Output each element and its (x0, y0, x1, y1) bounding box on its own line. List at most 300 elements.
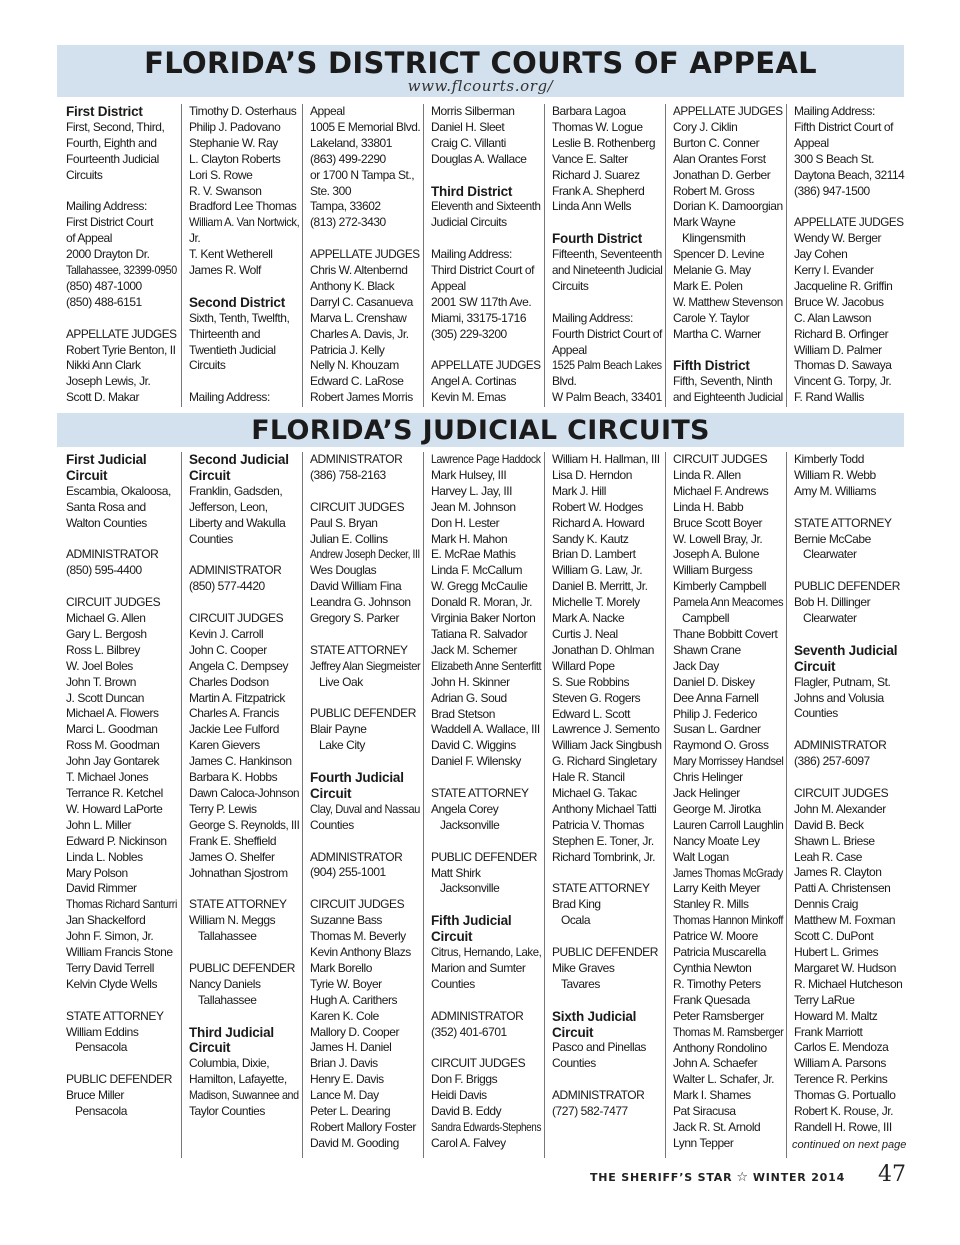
text-line: Bradford Lee Thomas (189, 199, 297, 214)
text-line: John M. Alexander (794, 801, 886, 816)
text-line: T. Michael Jones (66, 770, 149, 785)
text-line: Cory J. Ciklin (673, 119, 738, 134)
text-line: Circuits (66, 167, 103, 182)
text-line: Ross L. Bilbrey (66, 642, 140, 657)
text-line: Jean M. Johnson (431, 499, 516, 514)
text-line: Martha C. Warner (673, 326, 761, 341)
text-line: Shawn L. Briese (794, 833, 875, 848)
text-line: Jack Day (673, 658, 719, 673)
text-line: Columbia, Dixie, (189, 1056, 270, 1071)
spacer (794, 722, 903, 738)
text-line: ADMINISTRATOR (189, 563, 282, 578)
spacer (552, 993, 661, 1009)
text-line: ADMINISTRATOR (431, 1008, 524, 1023)
text-line: Richard A. Howard (552, 515, 645, 530)
text-line: Taylor Counties (189, 1104, 265, 1119)
text-line: Citrus, Hernando, Lake, (431, 945, 542, 960)
text-line: of Appeal (66, 231, 112, 246)
text-line: Tallahassee (198, 992, 257, 1007)
spacer (552, 215, 661, 231)
text-line: T. Kent Wetherell (189, 247, 273, 262)
text-line: APPELLATE JUDGES (794, 215, 904, 230)
text-line: David B. Beck (794, 817, 864, 832)
text-line: Dawn Caloca-Johnson (189, 786, 300, 800)
spacer (431, 231, 540, 247)
text-line: Linda F. McCallum (431, 563, 523, 578)
text-line: STATE ATTORNEY (794, 515, 892, 530)
text-line: Jackie Lee Fulford (189, 722, 279, 737)
text-line: Scott C. DuPont (794, 929, 874, 944)
text-line: David Rimmer (66, 881, 137, 896)
text-line: Darryl C. Casanueva (310, 294, 413, 309)
text-line: William H. Hallman, III (552, 452, 660, 466)
text-line: Michael G. Takac (552, 786, 637, 801)
spacer (431, 993, 540, 1009)
circuit-column (181, 452, 302, 1158)
text-line: Judicial Circuits (431, 215, 507, 230)
text-line: Elizabeth Anne Senterfitt (431, 658, 542, 673)
text-line: Jacqueline R. Griffin (794, 278, 893, 293)
text-line: Donald R. Moran, Jr. (431, 595, 533, 610)
text-line: Susan L. Gardner (673, 722, 761, 737)
text-line: Dorian K. Damoorgian (673, 199, 783, 214)
text-line: Robert Tyrie Benton, II (66, 342, 176, 357)
text-line: CIRCUIT JUDGES (189, 611, 284, 626)
text-line: Fifth District Court of (794, 119, 894, 134)
circuit-column (60, 452, 181, 1158)
text-line: Richard J. Suarez (552, 167, 640, 182)
text-line: Charles A. Francis (189, 706, 279, 721)
text-line: Waddell A. Wallace, III (431, 722, 540, 737)
text-line: APPELLATE JUDGES (310, 247, 420, 262)
issue-season: WINTER 2014 (752, 1171, 846, 1184)
text-line: Escambia, Okaloosa, (66, 483, 171, 498)
text-line: Vance E. Salter (552, 151, 628, 166)
text-line: Hugh A. Carithers (310, 992, 398, 1007)
text-line: Mailing Address: (431, 247, 512, 262)
text-line: Linda H. Babb (673, 499, 744, 514)
text-line: Mark E. Polen (673, 278, 743, 293)
text-line: W. Howard LaPorte (66, 801, 163, 816)
text-line: Circuit (189, 1040, 231, 1056)
text-line: Matt Shirk (431, 865, 481, 880)
text-line: Hamilton, Lafayette, (189, 1072, 287, 1087)
text-line: Mailing Address: (66, 199, 147, 214)
text-line: Edward C. LaRose (310, 374, 404, 389)
text-line: STATE ATTORNEY (431, 786, 529, 801)
text-line: Bruce W. Jacobus (794, 294, 884, 309)
text-line: Linda R. Allen (673, 467, 741, 482)
text-line: Virginia Baker Norton (431, 611, 536, 626)
text-line: Counties (189, 531, 233, 546)
text-line: Burton C. Conner (673, 135, 760, 150)
text-line: First District Court (66, 215, 154, 230)
text-line: Howard M. Maltz (794, 1008, 878, 1023)
text-line: Third District Court of (431, 263, 535, 278)
text-line: Daniel B. Merritt, Jr. (552, 579, 648, 594)
text-line: Appeal (431, 278, 466, 293)
text-line: Franklin, Gadsden, (189, 483, 283, 498)
text-line: Tampa, 33602 (310, 199, 381, 214)
text-line: Tavares (561, 976, 600, 991)
spacer (552, 866, 661, 882)
text-line: Thomas W. Logue (552, 119, 643, 134)
text-line: ADMINISTRATOR (552, 1088, 645, 1103)
text-line: (386) 758-2163 (310, 467, 386, 482)
text-line: C. Alan Lawson (794, 310, 872, 325)
text-line: Robert James Morris (310, 390, 413, 405)
text-line: Pasco and Pinellas (552, 1040, 646, 1055)
website-url[interactable]: www.flcourts.org/ (407, 77, 554, 95)
text-line: Mark J. Hill (552, 483, 606, 498)
text-line: Jack M. Schemer (431, 642, 517, 657)
text-line: W. Joel Boles (66, 658, 133, 673)
spacer (794, 199, 903, 215)
text-line: STATE ATTORNEY (189, 897, 287, 912)
text-line: Michael G. Allen (66, 611, 146, 626)
text-line: Gary L. Bergosh (66, 626, 147, 641)
text-line: Edward L. Scott (552, 706, 630, 721)
spacer (431, 168, 540, 184)
text-line: Angela C. Dempsey (189, 658, 289, 673)
text-line: Edward P. Nickinson (66, 833, 167, 848)
text-line: Hale R. Stancil (552, 770, 625, 785)
spacer (310, 627, 419, 643)
text-line: J. Scott Duncan (66, 690, 144, 705)
district-column (60, 104, 181, 407)
text-line: Live Oak (319, 674, 363, 689)
text-line: Lisa D. Herndon (552, 467, 632, 482)
text-line: Thomas Richard Santurri (66, 897, 177, 912)
text-line: Philip J. Padovano (189, 119, 281, 134)
text-line: Fourteenth Judicial (66, 151, 159, 166)
text-line: David M. Gooding (310, 1135, 399, 1150)
text-line: Fifth Judicial (431, 913, 512, 929)
text-line: Counties (794, 706, 838, 721)
text-line: Lakeland, 33801 (310, 135, 392, 150)
text-line: ADMINISTRATOR (66, 547, 159, 562)
text-line: APPELLATE JUDGES (66, 326, 177, 341)
page-title: FLORIDA’S DISTRICT COURTS OF APPEAL (144, 46, 817, 80)
text-line: Marion and Sumter (431, 960, 526, 975)
circuit-column (423, 452, 544, 1158)
text-line: Randell H. Rowe, III (794, 1119, 892, 1134)
text-line: Sandra Edwards-Stephens (431, 1119, 542, 1134)
spacer (794, 627, 903, 643)
text-line: Bob H. Dillinger (794, 595, 871, 610)
text-line: Tallahassee (198, 929, 257, 944)
text-line: CIRCUIT JUDGES (431, 1056, 526, 1071)
spacer (66, 993, 177, 1009)
text-line: Lauren Carroll Laughlin (673, 817, 784, 832)
spacer (189, 279, 298, 295)
text-line: Jacksonville (440, 881, 500, 896)
text-line: Suzanne Bass (310, 913, 382, 928)
text-line (673, 406, 782, 407)
text-line: (813) 272-3430 (310, 215, 386, 230)
district-column (302, 104, 423, 407)
text-line: F. Rand Wallis (794, 390, 864, 405)
text-line: Jr. (189, 231, 201, 246)
text-line: Michelle T. Morely (552, 595, 640, 610)
text-line: Patricia Muscarella (673, 945, 766, 960)
text-line: William Francis Stone (66, 945, 173, 960)
text-line: Robert Mallory Foster (310, 1119, 416, 1134)
text-line: 1525 Palm Beach Lakes (552, 358, 662, 373)
text-line: Walter L. Schafer, Jr. (673, 1072, 775, 1087)
text-line: W Palm Beach, 33401 (552, 390, 662, 405)
text-line: Patti A. Christensen (794, 881, 891, 896)
text-line: 1005 E Memorial Blvd. (310, 119, 421, 134)
text-line: James H. Daniel (310, 1040, 392, 1055)
text-line: Nancy Moate Ley (673, 833, 760, 848)
text-line: and Nineteenth Judicial (552, 263, 663, 278)
text-line: Scott D. Makar (66, 390, 140, 405)
text-line: Nikki Ann Clark (66, 358, 141, 373)
text-line: Frank E. Sheffield (189, 833, 277, 848)
text-line: Seventh Judicial (794, 642, 898, 658)
text-line: R. Timothy Peters (673, 976, 761, 991)
text-line: Thomas Hannon Minkoff (673, 913, 784, 928)
text-line: John F. Simon, Jr. (66, 929, 154, 944)
text-line: Appeal (310, 104, 345, 118)
text-line: Lori S. Rowe (189, 167, 253, 182)
text-line: W. Matthew Stevenson (673, 294, 783, 309)
circuit-column (302, 452, 423, 1158)
text-line: APPELLATE JUDGES (673, 104, 783, 118)
text-line: (352) 401-6701 (431, 1024, 507, 1039)
text-line: Timothy D. Osterhaus (189, 104, 297, 118)
continued-note: continued on next page (792, 1139, 907, 1151)
text-line: Jefferson, Leon, (189, 499, 268, 514)
section-title: FLORIDA’S JUDICIAL CIRCUITS (251, 415, 710, 446)
text-line: Terrance R. Ketchel (66, 786, 163, 800)
spacer (431, 897, 540, 913)
text-line: Circuits (552, 278, 589, 293)
text-line: Second District (189, 294, 286, 310)
text-line: William N. Meggs (189, 913, 276, 928)
text-line: Peter L. Dearing (310, 1104, 391, 1119)
text-line: Leah R. Case (794, 849, 862, 864)
spacer (189, 547, 298, 563)
text-line: S. Sue Robbins (552, 674, 630, 689)
text-line: William G. Law, Jr. (552, 563, 643, 578)
text-line: Blvd. (552, 374, 577, 389)
district-column (786, 104, 907, 407)
text-line: Larry Keith Meyer (673, 881, 761, 896)
text-line: William Eddins (66, 1024, 139, 1039)
text-line: Counties (310, 817, 354, 832)
spacer (794, 500, 903, 516)
text-line: Michael F. Andrews (673, 483, 769, 498)
text-line: Counties (431, 976, 475, 991)
text-line: Andrew Joseph Decker, III (310, 547, 420, 562)
text-line: (863) 499-2290 (310, 151, 386, 166)
text-line: Carol A. Falvey (431, 1135, 506, 1150)
text-line: Michael A. Flowers (66, 706, 159, 721)
text-line: Kerry I. Evander (794, 263, 874, 278)
text-line: (850) 595-4400 (66, 563, 142, 578)
page-number: 47 (878, 1162, 906, 1187)
text-line: First District (66, 104, 143, 119)
text-line: Margaret W. Hudson (794, 960, 896, 975)
circuit-column (786, 452, 907, 1158)
text-line: Heidi Davis (431, 1088, 487, 1103)
text-line: Sixth Judicial (552, 1008, 637, 1024)
text-line: Kevin J. Carroll (189, 626, 264, 641)
text-line: Pamela Ann Meacomes (673, 595, 784, 610)
text-line: G. Richard Singletary (552, 754, 657, 769)
text-line: Santa Rosa and (66, 499, 146, 514)
text-line: Marci L. Goodman (66, 722, 158, 737)
text-line: Flagler, Putnam, St. (794, 674, 891, 689)
text-line: Charles Dodson (189, 674, 269, 689)
spacer (310, 691, 419, 707)
spacer (431, 770, 540, 786)
text-line: Mallory D. Cooper (310, 1024, 400, 1039)
text-line: Second Judicial (189, 452, 289, 467)
spacer (66, 311, 177, 327)
text-line: R. V. Swanson (189, 183, 262, 198)
text-line: Mike Graves (552, 960, 615, 975)
text-line: R. Michael Hutcheson (794, 976, 903, 991)
text-line: Stephanie W. Ray (189, 135, 278, 150)
star-icon: ☆ (736, 1170, 749, 1185)
text-line: Vincent G. Torpy, Jr. (794, 374, 892, 389)
text-line: (904) 255-1001 (310, 865, 386, 880)
text-line (66, 406, 177, 407)
text-line: Daniel H. Sleet (431, 119, 505, 134)
text-line: David C. Wiggins (431, 738, 516, 753)
text-line: Jay Cohen (794, 247, 848, 262)
text-line: Mark Borello (310, 960, 372, 975)
text-line: James O. Shelfer (189, 849, 275, 864)
text-line: Paul S. Bryan (310, 515, 378, 530)
text-line: Liberty and Wakulla (189, 515, 286, 530)
text-line: Fourth, Eighth and (66, 135, 157, 150)
circuit-column (665, 452, 786, 1158)
text-line: W. Lowell Bray, Jr. (673, 531, 763, 546)
text-line: Leandra G. Johnson (310, 595, 411, 610)
spacer (66, 532, 177, 548)
text-line: PUBLIC DEFENDER (310, 706, 416, 721)
text-line: Thane Bobbitt Covert (673, 626, 778, 641)
text-line: Patricia V. Thomas (552, 817, 644, 832)
spacer (310, 881, 419, 897)
text-line: Kimberly Todd (794, 452, 864, 466)
text-line: Harvey L. Jay, III (431, 483, 513, 498)
text-line: Brian J. Davis (310, 1056, 378, 1071)
text-line: Dee Anna Farnell (673, 690, 759, 705)
spacer (189, 595, 298, 611)
text-line: Bruce Scott Boyer (673, 515, 763, 530)
text-line: E. McRae Mathis (431, 547, 516, 562)
text-line: Leslie B. Rothenberg (552, 135, 656, 150)
text-line: John L. Miller (66, 817, 132, 832)
text-line: Pat Siracusa (673, 1104, 736, 1119)
text-line: James Thomas McGrady (673, 865, 783, 880)
spacer (310, 484, 419, 500)
text-line: Raymond O. Gross (673, 738, 769, 753)
text-line: PUBLIC DEFENDER (189, 960, 295, 975)
spacer (310, 834, 419, 850)
district-courts-columns (60, 104, 908, 407)
text-line: STATE ATTORNEY (310, 642, 408, 657)
text-line: Jonathan D. Ohlman (552, 642, 654, 657)
text-line: John T. Brown (66, 674, 136, 689)
text-line: Kevin Anthony Blazs (310, 945, 411, 959)
text-line: Cynthia Newton (673, 961, 752, 975)
text-line: Tyrie W. Boyer (310, 976, 382, 991)
text-line: William A. Parsons (794, 1056, 886, 1071)
spacer (310, 231, 419, 247)
text-line: Fourth District (552, 231, 642, 247)
text-line: Clearwater (803, 547, 857, 562)
text-line: Chris Helinger (673, 770, 743, 785)
text-line: Johns and Volusia (794, 690, 884, 705)
text-line: (386) 257-6097 (794, 754, 870, 769)
spacer (552, 295, 661, 311)
text-line: Terence R. Perkins (794, 1072, 888, 1087)
text-line: Mark H. Mahon (431, 531, 508, 546)
text-line: Angel A. Cortinas (431, 374, 517, 389)
text-line: Lynn Tepper (673, 1135, 734, 1150)
text-line: Third District (431, 183, 513, 199)
text-line: Carole Y. Taylor (673, 310, 750, 325)
text-line: Appeal (552, 342, 587, 357)
footer-publication (590, 1166, 845, 1190)
text-line: Frank Marriott (794, 1024, 863, 1039)
spacer (66, 184, 177, 200)
text-line: Charles A. Davis, Jr. (310, 326, 409, 341)
text-line: Mary Morrissey Handsel (673, 754, 784, 769)
text-line: Third Judicial (189, 1024, 274, 1040)
text-line: Daniel D. Diskey (673, 674, 755, 689)
text-line: Robert M. Gross (673, 183, 755, 198)
text-line: Willard Pope (552, 658, 615, 673)
text-line: John C. Cooper (189, 642, 267, 657)
text-line: Alan Orantes Forst (673, 151, 766, 166)
text-line: Karen Gievers (189, 738, 260, 753)
text-line: Brian D. Lambert (552, 547, 636, 562)
text-line: Lawrence Page Haddock (431, 452, 541, 466)
text-line: Joseph A. Bulone (673, 547, 760, 562)
text-line: First, Second, Third, (66, 119, 165, 134)
publication-name: THE SHERIFF’S STAR (590, 1171, 733, 1184)
circuit-column (544, 452, 665, 1158)
district-column (665, 104, 786, 407)
text-line: Mark I. Shames (673, 1088, 751, 1103)
text-line: John Jay Gontarek (66, 754, 160, 769)
text-line: Morris Silberman (431, 104, 515, 118)
text-line: Craig C. Villanti (431, 135, 506, 150)
text-line: James C. Hankinson (189, 754, 292, 769)
text-line: William D. Palmer (794, 342, 882, 357)
text-line: Richard B. Orfinger (794, 326, 889, 341)
text-line: Dennis Craig (794, 897, 858, 912)
text-line: Pensacola (75, 1104, 127, 1119)
text-line: Fifteenth, Seventeenth (552, 247, 662, 262)
text-line: Barbara Lagoa (552, 104, 626, 118)
text-line: W. Gregg McCaulie (431, 579, 528, 594)
text-line: Adrian G. Soud (431, 690, 507, 705)
text-line: Daniel F. Wilensky (431, 754, 521, 769)
text-line: Bernie McCabe (794, 531, 871, 546)
text-line: Patricia J. Kelly (310, 342, 385, 357)
district-column (544, 104, 665, 407)
text-line: Kelvin Clyde Wells (66, 976, 158, 991)
text-line: Richard Tombrink, Jr. (552, 849, 656, 864)
